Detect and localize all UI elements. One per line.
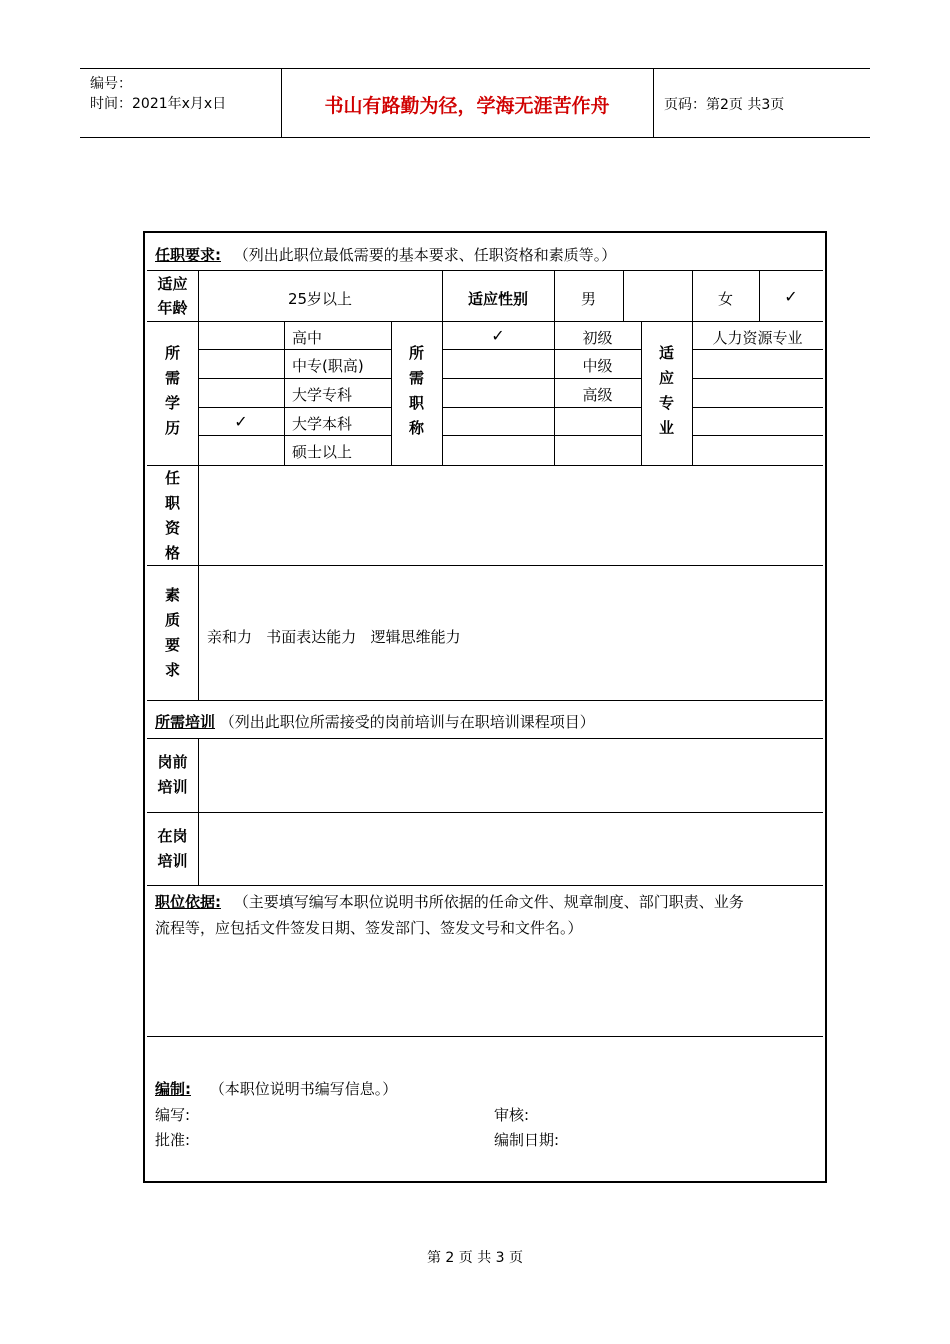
page-footer: 第 2 页 共 3 页	[426, 1250, 524, 1266]
education-level-item: 中专(职高)	[292, 357, 364, 375]
education-level-item: 大学本科	[292, 415, 353, 433]
header-page-info: 页码：第2页 共3页	[664, 97, 785, 113]
compile-date-label: 编制日期:	[494, 1131, 560, 1149]
title-level-item: 初级	[582, 329, 613, 347]
header-slogan-cell	[281, 69, 654, 137]
qualifications-label: 任 职 资 格	[164, 469, 180, 562]
on-job-training-label: 在岗 培训	[157, 827, 188, 870]
quality-value: 亲和力 书面表达能力 逻辑思维能力	[207, 628, 461, 646]
basis-title: 职位依据:	[155, 893, 221, 911]
quality-label: 素 质 要 求	[164, 586, 180, 679]
document-time-label: 时间：2021年x月x日	[90, 96, 227, 112]
education-level-item: 硕士以上	[292, 443, 353, 461]
education-check-icon: ✓	[234, 412, 248, 431]
education-label: 所 需 学 历	[164, 344, 180, 437]
reviewer-label: 审核:	[494, 1106, 530, 1124]
qualification-note: （列出此职位最低需要的基本要求、任职资格和素质等。）	[233, 246, 617, 264]
header-slogan: 书山有路勤为径，学海无涯苦作舟	[324, 95, 610, 117]
compile-section	[155, 1078, 397, 1099]
page-header	[80, 68, 870, 138]
training-section	[155, 711, 595, 732]
title-level-item: 高级	[582, 386, 613, 404]
gender-male-label: 男	[581, 290, 597, 308]
gender-female-label: 女	[717, 290, 733, 308]
age-value: 25岁以上	[287, 290, 353, 308]
basis-note-line-2: 流程等，应包括文件签发日期、签发部门、签发文号和文件名。）	[155, 919, 583, 937]
qualification-section	[155, 244, 616, 265]
compile-note: （本职位说明书编写信息。）	[209, 1080, 398, 1098]
gender-label: 适应性别	[467, 290, 528, 308]
header-page-cell	[654, 69, 870, 137]
training-note: （列出此职位所需接受的岗前培训与在职培训课程项目）	[219, 713, 595, 731]
job-description-form	[143, 231, 827, 1183]
writer-label: 编写:	[155, 1106, 191, 1124]
header-meta-cell	[80, 69, 282, 137]
compile-title: 编制:	[155, 1080, 191, 1098]
pre-training-label: 岗前 培训	[157, 753, 188, 796]
education-level-item: 大学专科	[292, 386, 353, 404]
document-number-label: 编号：	[90, 76, 132, 92]
title-check-icon: ✓	[491, 326, 505, 345]
title-label: 所 需 职 称	[408, 344, 424, 437]
education-level-item: 高中	[292, 329, 323, 347]
major-value: 人力资源专业	[712, 329, 803, 347]
basis-section	[155, 891, 744, 912]
gender-female-check-icon: ✓	[784, 287, 798, 306]
training-title: 所需培训	[155, 713, 216, 731]
approver-label: 批准:	[155, 1131, 191, 1149]
title-level-item: 中级	[582, 357, 613, 375]
age-label: 适应 年龄	[157, 275, 188, 317]
basis-note-line-1: （主要填写编写本职位说明书所依据的任命文件、规章制度、部门职责、业务	[233, 893, 744, 911]
major-label: 适 应 专 业	[658, 344, 674, 437]
qualification-title: 任职要求:	[155, 246, 221, 264]
